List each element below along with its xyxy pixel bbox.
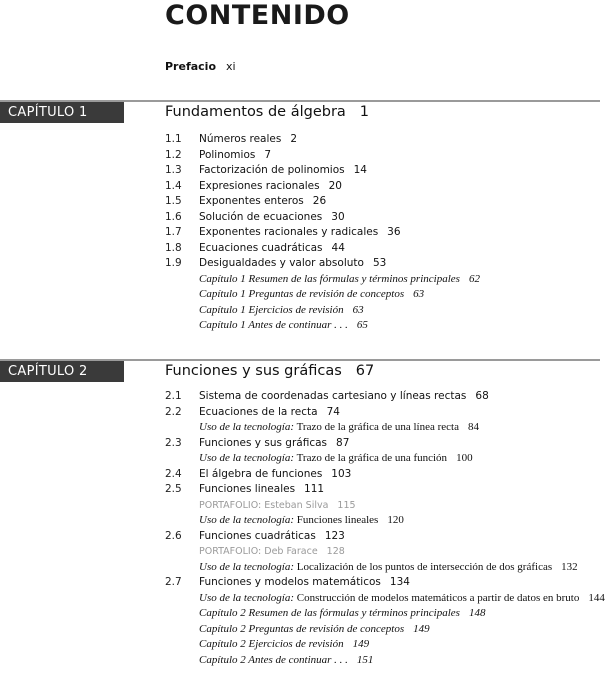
toc-entry-section bbox=[165, 225, 600, 241]
entry-text bbox=[199, 318, 368, 334]
entry-title: Funciones y modelos matemáticos bbox=[199, 576, 381, 588]
entry-title: Capítulo 2 Ejercicios de revisión bbox=[199, 638, 344, 650]
entry-text bbox=[199, 591, 605, 607]
entry-text bbox=[199, 405, 340, 421]
entry-text bbox=[199, 606, 485, 622]
toc-entry-section bbox=[165, 256, 600, 272]
toc-entry-review bbox=[165, 287, 600, 303]
entry-title: Polinomios bbox=[199, 148, 256, 161]
entry-title: PORTAFOLIO: Esteban Silva bbox=[199, 499, 329, 511]
entry-page: 151 bbox=[356, 653, 374, 666]
entry-page: 26 bbox=[312, 195, 327, 207]
toc-entry-review bbox=[165, 622, 600, 638]
preface-label: Prefacio bbox=[165, 60, 217, 73]
entry-text bbox=[199, 287, 424, 303]
entry-page: 123 bbox=[324, 529, 345, 542]
section-number: 1.6 bbox=[165, 210, 182, 223]
section-number: 1.1 bbox=[165, 133, 182, 145]
entry-page: 144 bbox=[588, 591, 605, 604]
entry-text bbox=[199, 148, 271, 164]
preface-entry bbox=[165, 60, 236, 73]
entry-title: Expresiones racionales bbox=[199, 179, 320, 192]
toc-entry-section bbox=[165, 148, 600, 164]
entry-page: 62 bbox=[468, 272, 480, 285]
section-number: 1.9 bbox=[165, 257, 182, 269]
entry-text bbox=[199, 241, 345, 257]
section-number: 2.4 bbox=[165, 467, 182, 480]
toc-entry-section bbox=[165, 210, 600, 226]
chapter-1-title bbox=[165, 104, 369, 120]
entry-text bbox=[199, 163, 367, 179]
entry-page: 149 bbox=[413, 622, 430, 635]
section-number: 1.2 bbox=[165, 148, 182, 161]
entry-text bbox=[199, 210, 345, 226]
entry-page: 2 bbox=[290, 133, 298, 145]
entry-title: Capítulo 1 Preguntas de revisión de conceptos bbox=[199, 288, 405, 300]
section-number: 1.7 bbox=[165, 226, 182, 238]
entry-text bbox=[199, 179, 342, 195]
entry-text bbox=[199, 132, 297, 148]
entry-page: 65 bbox=[356, 319, 368, 331]
toc-entry-tech bbox=[165, 591, 605, 607]
toc-entry-tech bbox=[165, 420, 600, 436]
entry-page: 100 bbox=[456, 452, 473, 464]
technology-prefix: Uso de la tecnología: bbox=[199, 591, 295, 604]
entry-text bbox=[199, 420, 479, 436]
entry-page: 44 bbox=[331, 241, 345, 254]
entry-title: Sistema de coordenadas cartesiano y líneas rectas bbox=[199, 390, 467, 402]
toc-entry-section bbox=[165, 132, 600, 148]
section-number: 2.7 bbox=[165, 576, 182, 588]
toc-entry-section bbox=[165, 163, 600, 179]
chapter-2-items bbox=[165, 389, 605, 668]
toc-entry-section bbox=[165, 529, 600, 545]
toc-entry-section bbox=[165, 389, 600, 405]
entry-page: 63 bbox=[352, 303, 364, 316]
entry-title: Exponentes enteros bbox=[199, 195, 304, 207]
entry-title: El álgebra de funciones bbox=[199, 467, 323, 480]
toc-entry-review bbox=[165, 272, 600, 288]
entry-text bbox=[199, 194, 326, 210]
entry-title: Funciones cuadráticas bbox=[199, 529, 316, 542]
entry-title: Funciones lineales bbox=[199, 483, 296, 495]
toc-entry-review bbox=[165, 637, 600, 653]
section-number: 2.3 bbox=[165, 436, 182, 449]
entry-text bbox=[199, 389, 489, 405]
toc-entry-tech bbox=[165, 560, 600, 576]
entry-title: Capítulo 2 Antes de continuar . . . bbox=[199, 653, 348, 666]
entry-page: 134 bbox=[389, 576, 410, 588]
technology-prefix: Uso de la tecnología: bbox=[199, 560, 295, 573]
entry-page: 111 bbox=[304, 483, 325, 495]
entry-title: Funciones lineales bbox=[296, 514, 379, 526]
toc-entry-section bbox=[165, 241, 600, 257]
entry-page: 36 bbox=[387, 226, 401, 238]
entry-page: 115 bbox=[337, 499, 356, 511]
entry-text bbox=[199, 272, 480, 288]
entry-text bbox=[199, 303, 364, 319]
entry-title: Funciones y sus gráficas bbox=[199, 436, 328, 449]
toc-entry-section bbox=[165, 467, 600, 483]
toc-entry-tech bbox=[165, 513, 600, 529]
entry-text bbox=[199, 637, 369, 653]
entry-page: 7 bbox=[264, 148, 272, 161]
toc-entry-review bbox=[165, 606, 600, 622]
entry-title: Exponentes racionales y radicales bbox=[199, 226, 379, 238]
entry-text bbox=[199, 225, 401, 241]
entry-title: Capítulo 1 Ejercicios de revisión bbox=[199, 303, 344, 316]
preface-page: xi bbox=[226, 60, 236, 73]
toc-entry-tech bbox=[165, 451, 600, 467]
entry-text bbox=[199, 436, 349, 452]
technology-prefix: Uso de la tecnología: bbox=[199, 452, 295, 464]
entry-title: Ecuaciones cuadráticas bbox=[199, 241, 323, 254]
entry-title: Números reales bbox=[199, 133, 282, 145]
entry-text bbox=[199, 498, 356, 514]
entry-text bbox=[199, 575, 410, 591]
entry-text bbox=[199, 513, 404, 529]
chapter-title-text: Fundamentos de álgebra bbox=[165, 104, 346, 120]
entry-title: Capítulo 1 Resumen de las fórmulas y términos principales bbox=[199, 272, 460, 285]
chapter-2-label: CAPÍTULO 2 bbox=[0, 361, 124, 382]
entry-title: PORTAFOLIO: Deb Farace bbox=[199, 546, 318, 557]
entry-text bbox=[199, 451, 473, 467]
section-number: 2.2 bbox=[165, 405, 182, 418]
entry-title: Desigualdades y valor absoluto bbox=[199, 257, 364, 269]
entry-title: Ecuaciones de la recta bbox=[199, 405, 318, 418]
entry-title: Capítulo 1 Antes de continuar . . . bbox=[199, 319, 348, 331]
section-number: 2.5 bbox=[165, 483, 182, 495]
entry-title: Solución de ecuaciones bbox=[199, 210, 323, 223]
entry-page: 132 bbox=[561, 560, 578, 573]
entry-page: 20 bbox=[328, 179, 342, 192]
entry-text bbox=[199, 529, 345, 545]
entry-text bbox=[199, 544, 345, 560]
entry-text bbox=[199, 622, 430, 638]
entry-page: 148 bbox=[468, 607, 486, 619]
toc-entry-review bbox=[165, 303, 600, 319]
section-number: 2.6 bbox=[165, 529, 182, 542]
entry-page: 149 bbox=[352, 638, 370, 650]
chapter-1-items bbox=[165, 132, 600, 334]
toc-entry-review bbox=[165, 318, 600, 334]
entry-title: Capítulo 2 Preguntas de revisión de conceptos bbox=[199, 622, 405, 635]
toc-entry-portfolio bbox=[165, 498, 600, 514]
entry-page: 63 bbox=[413, 288, 425, 300]
entry-page: 30 bbox=[331, 210, 345, 223]
entry-title: Factorización de polinomios bbox=[199, 164, 345, 176]
entry-title: Trazo de la gráfica de una línea recta bbox=[296, 421, 459, 433]
chapter-page: 67 bbox=[355, 363, 375, 379]
toc-entry-review bbox=[165, 653, 600, 669]
entry-page: 68 bbox=[475, 390, 489, 402]
entry-text bbox=[199, 256, 386, 272]
section-number: 1.4 bbox=[165, 179, 182, 192]
toc-entry-section bbox=[165, 575, 600, 591]
section-number: 2.1 bbox=[165, 390, 182, 402]
section-number: 1.8 bbox=[165, 241, 182, 254]
section-number: 1.5 bbox=[165, 195, 182, 207]
toc-entry-section bbox=[165, 482, 600, 498]
entry-page: 120 bbox=[387, 514, 404, 526]
entry-page: 74 bbox=[326, 405, 340, 418]
entry-page: 53 bbox=[372, 257, 387, 269]
entry-text bbox=[199, 560, 578, 576]
entry-page: 84 bbox=[467, 421, 479, 433]
entry-page: 87 bbox=[336, 436, 350, 449]
section-number: 1.3 bbox=[165, 164, 182, 176]
entry-title: Trazo de la gráfica de una función bbox=[296, 452, 448, 464]
entry-title: Capítulo 2 Resumen de las fórmulas y términos principales bbox=[199, 607, 460, 619]
technology-prefix: Uso de la tecnología: bbox=[199, 421, 295, 433]
toc-entry-portfolio bbox=[165, 544, 600, 560]
chapter-1-label: CAPÍTULO 1 bbox=[0, 102, 124, 123]
toc-entry-section bbox=[165, 179, 600, 195]
toc-entry-section bbox=[165, 436, 600, 452]
entry-text bbox=[199, 467, 351, 483]
chapter-2-title bbox=[165, 363, 374, 379]
toc-entry-section bbox=[165, 194, 600, 210]
entry-text bbox=[199, 653, 373, 669]
entry-page: 14 bbox=[353, 164, 367, 176]
entry-text bbox=[199, 482, 324, 498]
entry-page: 103 bbox=[331, 467, 352, 480]
entry-title: Localización de los puntos de intersección de dos gráficas bbox=[296, 560, 553, 573]
entry-title: Construcción de modelos matemáticos a partir de datos en bruto bbox=[296, 591, 580, 604]
chapter-page: 1 bbox=[359, 104, 370, 120]
technology-prefix: Uso de la tecnología: bbox=[199, 514, 295, 526]
chapter-title-text: Funciones y sus gráficas bbox=[165, 363, 342, 379]
page-title: CONTENIDO bbox=[165, 0, 350, 31]
toc-entry-section bbox=[165, 405, 600, 421]
entry-page: 128 bbox=[326, 546, 345, 557]
